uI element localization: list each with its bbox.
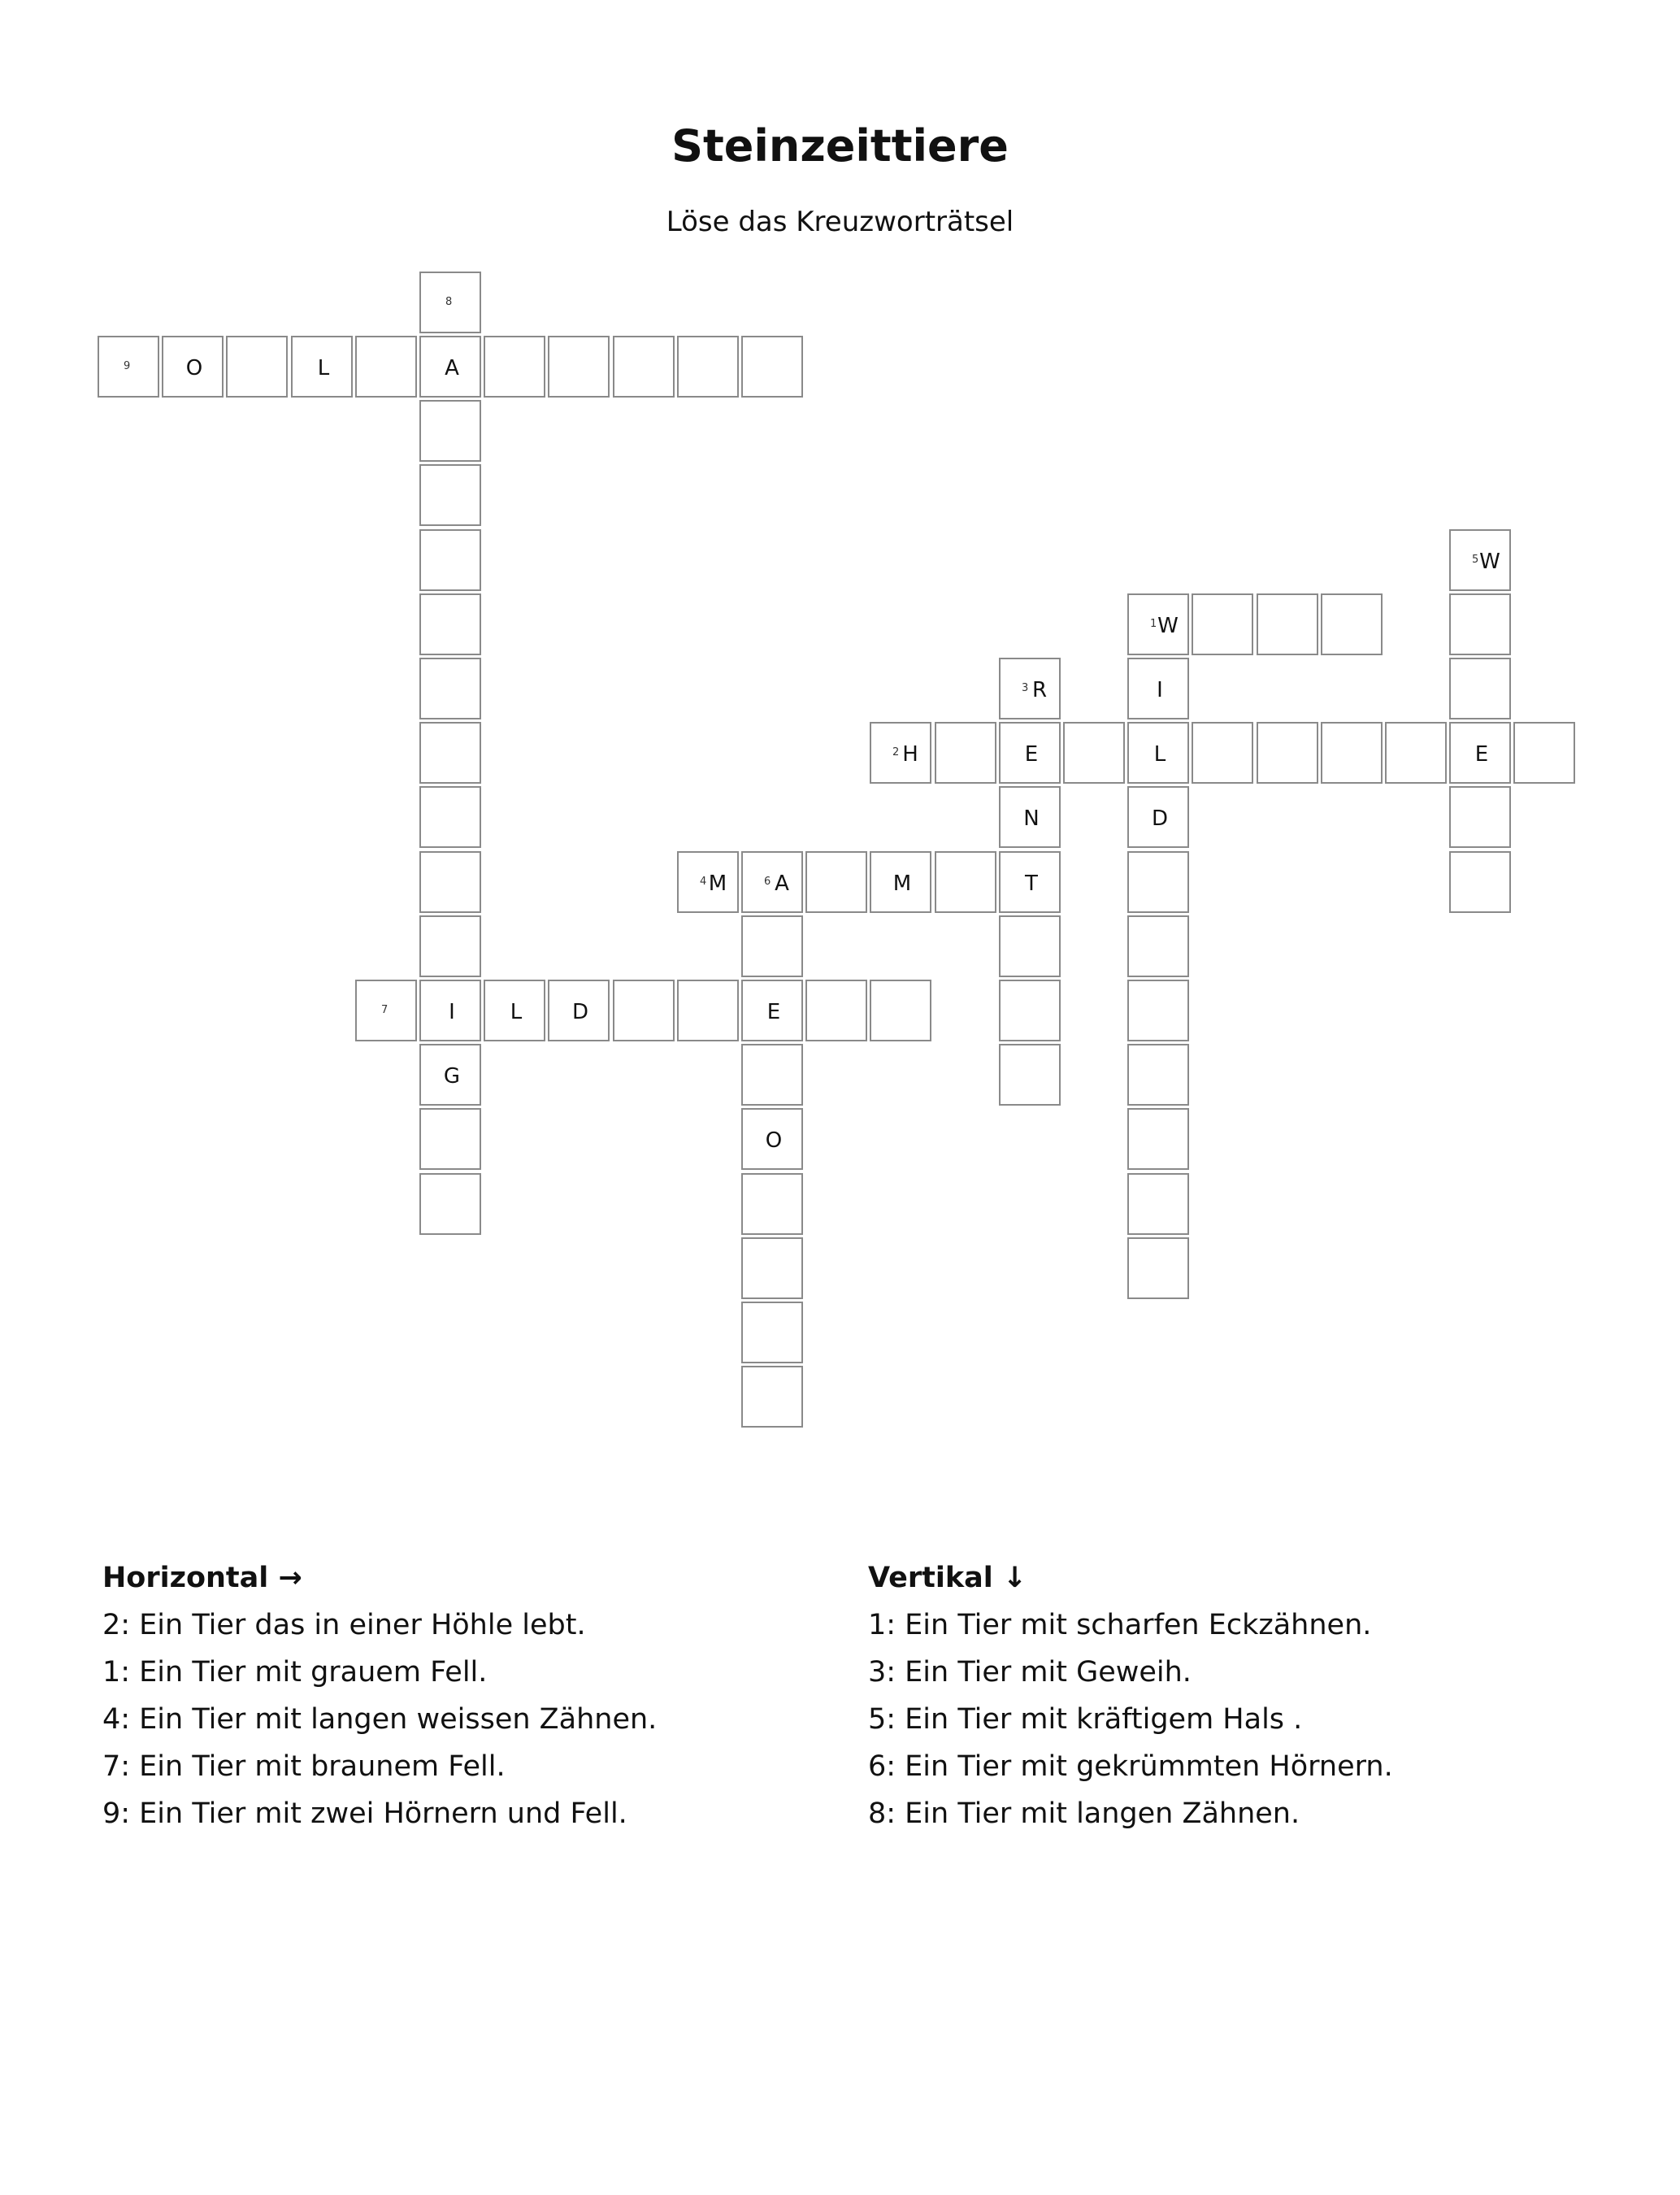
crossword-cell[interactable] (999, 1044, 1061, 1106)
crossword-cell[interactable] (1127, 658, 1189, 719)
crossword-cell[interactable] (870, 851, 931, 913)
crossword-cell[interactable] (999, 786, 1061, 848)
crossword-cell[interactable] (999, 658, 1061, 719)
clue-number: 3 (1022, 682, 1029, 694)
crossword-cell[interactable] (291, 336, 353, 398)
crossword-cell[interactable] (1321, 593, 1383, 655)
vertical-clues (868, 1554, 1393, 1837)
crossword-cell[interactable] (999, 980, 1061, 1041)
crossword-cell[interactable] (419, 1108, 481, 1170)
clue-item: 3: Ein Tier mit Geweih. (868, 1656, 1192, 1689)
cell-letter: I (449, 1000, 455, 1024)
crossword-cell[interactable] (419, 400, 481, 462)
crossword-cell[interactable] (419, 336, 481, 398)
clue-item: 2: Ein Tier das in einer Höhle lebt. (102, 1609, 586, 1641)
crossword-cell[interactable] (1192, 722, 1253, 784)
crossword-cell[interactable] (1127, 593, 1189, 655)
crossword-cell[interactable] (741, 1044, 803, 1106)
clue-item: 1: Ein Tier mit scharfen Eckzähnen. (868, 1609, 1372, 1641)
crossword-cell[interactable] (355, 980, 417, 1041)
crossword-cell[interactable] (741, 1237, 803, 1299)
cell-letter: R (1031, 678, 1048, 702)
horizontal-heading: Horizontal → (102, 1562, 302, 1594)
crossword-cell[interactable] (805, 980, 867, 1041)
cell-letter: T (1025, 871, 1038, 896)
cell-letter: A (775, 871, 789, 896)
crossword-cell[interactable] (419, 1044, 481, 1106)
crossword-cell[interactable] (1127, 915, 1189, 977)
crossword-cell[interactable] (1257, 593, 1318, 655)
crossword-cell[interactable] (548, 336, 610, 398)
crossword-cell[interactable] (1127, 1237, 1189, 1299)
crossword-cell[interactable] (1257, 722, 1318, 784)
crossword-cell[interactable] (1127, 1044, 1189, 1106)
crossword-cell[interactable] (741, 980, 803, 1041)
crossword-cell[interactable] (1192, 593, 1253, 655)
crossword-cell[interactable] (484, 980, 545, 1041)
crossword-cell[interactable] (419, 593, 481, 655)
crossword-cell[interactable] (355, 336, 417, 398)
crossword-cell[interactable] (419, 980, 481, 1041)
crossword-cell[interactable] (1449, 658, 1511, 719)
cell-letter: E (1474, 742, 1489, 767)
cell-letter: A (445, 356, 459, 380)
crossword-cell[interactable] (935, 851, 996, 913)
vertical-heading: Vertikal ↓ (868, 1562, 1027, 1594)
crossword-cell[interactable] (419, 786, 481, 848)
clue-item: 9: Ein Tier mit zwei Hörnern und Fell. (102, 1797, 627, 1830)
page-subtitle: Löse das Kreuzworträtsel (666, 206, 1014, 238)
crossword-cell[interactable] (1449, 529, 1511, 591)
crossword-cell[interactable] (805, 851, 867, 913)
crossword-cell[interactable] (1321, 722, 1383, 784)
crossword-cell[interactable] (1127, 980, 1189, 1041)
crossword-cell[interactable] (935, 722, 996, 784)
clue-number: 6 (764, 876, 771, 888)
clue-item: 4: Ein Tier mit langen weissen Zähnen. (102, 1703, 658, 1736)
cell-letter: L (510, 1000, 523, 1024)
clue-number: 5 (1472, 554, 1479, 566)
crossword-cell[interactable] (741, 1366, 803, 1428)
crossword-cell[interactable] (419, 851, 481, 913)
crossword-cell[interactable] (677, 336, 739, 398)
cell-letter: I (1157, 678, 1163, 702)
clue-number: 4 (700, 876, 707, 888)
crossword-cell[interactable] (1127, 1108, 1189, 1170)
crossword-cell[interactable] (1127, 786, 1189, 848)
horizontal-clues (102, 1554, 657, 1837)
crossword-cell[interactable] (999, 851, 1061, 913)
crossword-cell[interactable] (419, 1173, 481, 1235)
cell-letter: M (708, 871, 727, 896)
crossword-cell[interactable] (98, 336, 159, 398)
crossword-cell[interactable] (741, 1108, 803, 1170)
crossword-cell[interactable] (419, 464, 481, 526)
clue-number: 2 (892, 746, 900, 758)
crossword-cell[interactable] (419, 529, 481, 591)
cell-letter: N (1023, 806, 1040, 831)
cell-letter: L (317, 356, 330, 380)
crossword-cell[interactable] (1449, 786, 1511, 848)
crossword-cell[interactable] (1513, 722, 1575, 784)
crossword-cell[interactable] (741, 851, 803, 913)
crossword-cell[interactable] (741, 1302, 803, 1363)
crossword-cell[interactable] (613, 980, 675, 1041)
clue-number: 1 (1150, 618, 1157, 630)
cell-letter: E (1024, 742, 1039, 767)
crossword-cell[interactable] (162, 336, 224, 398)
crossword-cell[interactable] (870, 722, 931, 784)
crossword-cell[interactable] (741, 1173, 803, 1235)
crossword-cell[interactable] (999, 722, 1061, 784)
crossword-cell[interactable] (1385, 722, 1447, 784)
clue-item: 7: Ein Tier mit braunem Fell. (102, 1750, 506, 1783)
crossword-cell[interactable] (677, 851, 739, 913)
clue-item: 6: Ein Tier mit gekrümmten Hörnern. (868, 1750, 1393, 1783)
crossword-cell[interactable] (1063, 722, 1125, 784)
crossword-cell[interactable] (419, 272, 481, 333)
cell-letter: W (1479, 550, 1500, 574)
crossword-cell[interactable] (1127, 851, 1189, 913)
cell-letter: G (443, 1064, 461, 1089)
cell-letter: O (765, 1128, 783, 1153)
crossword-cell[interactable] (677, 980, 739, 1041)
clue-item: 5: Ein Tier mit kräftigem Hals . (868, 1703, 1303, 1736)
crossword-cell[interactable] (1449, 851, 1511, 913)
cell-letter: M (892, 871, 912, 896)
crossword-cell[interactable] (419, 722, 481, 784)
clue-item: 1: Ein Tier mit grauem Fell. (102, 1656, 488, 1689)
clue-number: 8 (445, 296, 453, 308)
crossword-cell[interactable] (1127, 1173, 1189, 1235)
crossword-cell[interactable] (484, 336, 545, 398)
crossword-cell[interactable] (741, 336, 803, 398)
clue-item: 8: Ein Tier mit langen Zähnen. (868, 1797, 1300, 1830)
crossword-cell[interactable] (870, 980, 931, 1041)
crossword-cell[interactable] (741, 915, 803, 977)
cell-letter: D (571, 1000, 589, 1024)
crossword-cell[interactable] (419, 658, 481, 719)
page-title: Steinzeittiere (671, 120, 1009, 172)
clue-number: 9 (124, 360, 131, 372)
cell-letter: L (1153, 742, 1166, 767)
crossword-cell[interactable] (1449, 722, 1511, 784)
cell-letter: E (766, 1000, 781, 1024)
crossword-cell[interactable] (613, 336, 675, 398)
crossword-cell[interactable] (548, 980, 610, 1041)
crossword-cell[interactable] (999, 915, 1061, 977)
crossword-cell[interactable] (419, 915, 481, 977)
cell-letter: W (1157, 614, 1179, 638)
clue-number: 7 (381, 1004, 389, 1016)
crossword-cell[interactable] (1449, 593, 1511, 655)
cell-letter: H (902, 742, 918, 767)
cell-letter: D (1151, 806, 1169, 831)
crossword-cell[interactable] (226, 336, 288, 398)
cell-letter: O (185, 356, 203, 380)
crossword-cell[interactable] (1127, 722, 1189, 784)
